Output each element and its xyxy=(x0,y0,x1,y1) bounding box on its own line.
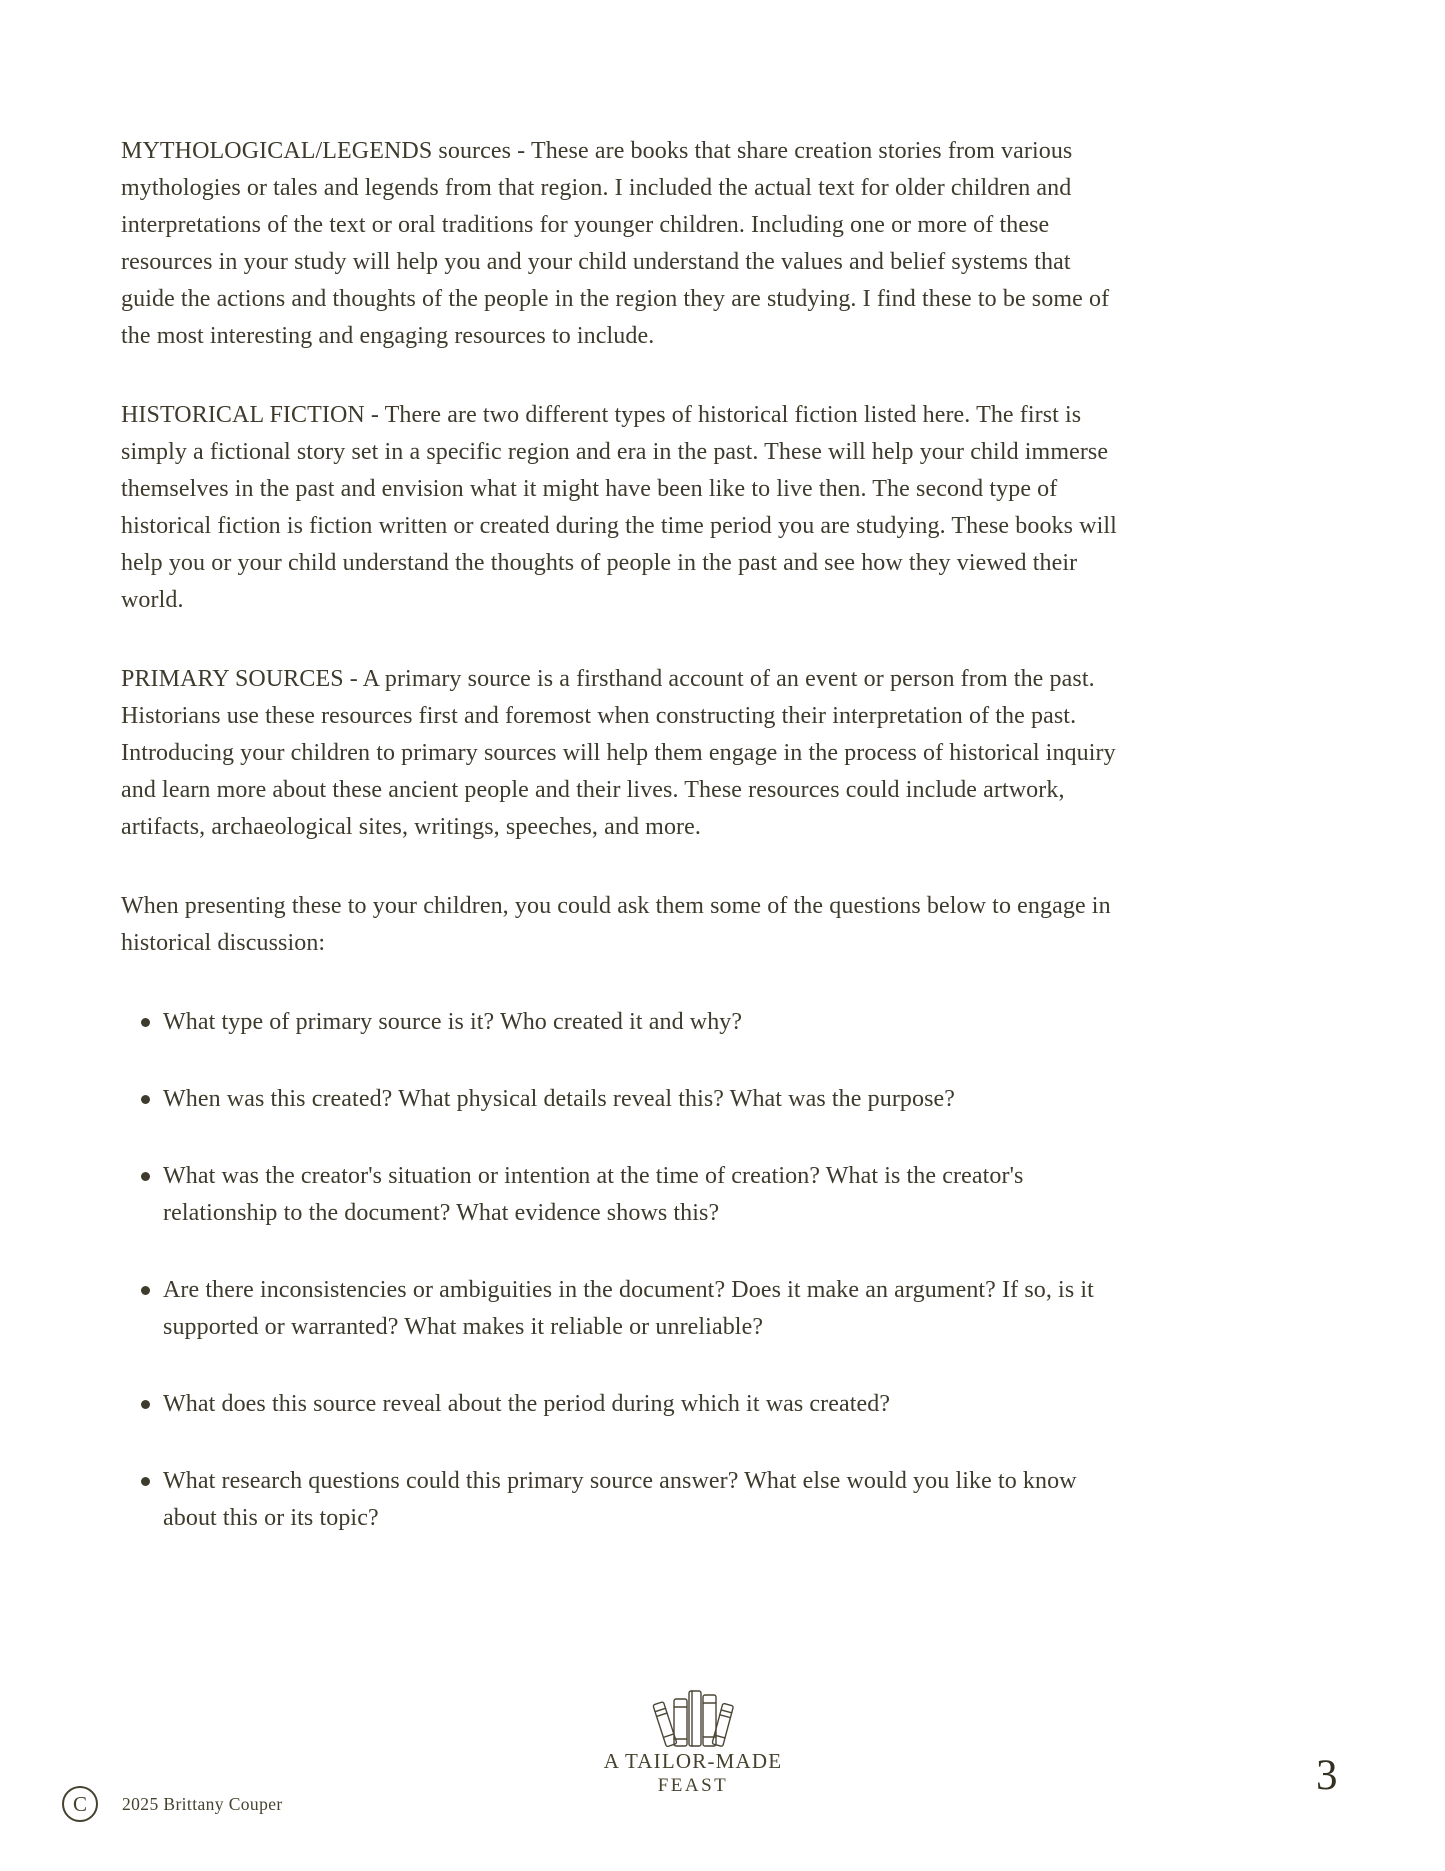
paragraph-discussion-intro: When presenting these to your children, you could ask them some of the questions below to engage in historical discussion: xyxy=(121,893,1111,956)
bullet-icon xyxy=(141,1286,150,1295)
question-item xyxy=(121,1386,1125,1423)
brand-name-line2: FEAST xyxy=(657,1775,729,1796)
question-text: What type of primary source is it? Who created it and why? xyxy=(163,1009,743,1035)
paragraph-mythological-legends: MYTHOLOGICAL/LEGENDS sources - These are books that share creation stories from various mythologies or tales and legends from that region. I included the actual text for older children and interpretations of the text or oral traditions for younger children. Including one or more of these resources in your study will help you and your child understand the values and belief systems that guide the actions and thoughts of the people in the region they are studying. I find these to be some of the most interesting and engaging resources to include. xyxy=(121,138,1110,349)
brand-name-line1: A TAILOR-MADE xyxy=(603,1749,783,1773)
copyright-row xyxy=(62,1786,283,1822)
bullet-icon xyxy=(141,1400,150,1409)
bullet-icon xyxy=(141,1018,150,1027)
bullet-icon xyxy=(141,1477,150,1486)
copyright-icon: C xyxy=(62,1786,98,1822)
books-icon xyxy=(651,1686,735,1748)
bullet-icon xyxy=(141,1095,150,1104)
question-item xyxy=(121,1158,1125,1232)
brand-logo xyxy=(585,1686,801,1797)
page-body xyxy=(121,133,1125,1577)
paragraph-historical-fiction: HISTORICAL FICTION - There are two different types of historical fiction listed here. The first is simply a fictional story set in a specific region and era in the past. These will help your child immerse themselves in the past and envision what it might have been like to live then. The second type of historical fiction is fiction written or created during the time period you are studying. These books will help you or your child understand the thoughts of people in the past and see how they viewed their world. xyxy=(121,402,1117,613)
paragraph-primary-sources: PRIMARY SOURCES - A primary source is a firsthand account of an event or person from the past. Historians use these resources first and foremost when constructing their interpretation of the past. Introducing your children to primary sources will help them engage in the process of historical inquiry and learn more about these ancient people and their lives. These resources could include artwork, artifacts, archaeological sites, writings, speeches, and more. xyxy=(121,666,1116,840)
bullet-icon xyxy=(141,1172,150,1181)
question-text: What does this source reveal about the period during which it was created? xyxy=(163,1391,891,1417)
question-item xyxy=(121,1004,1125,1041)
question-list xyxy=(121,1004,1125,1537)
page-number: 3 xyxy=(1316,1752,1338,1799)
question-text: What research questions could this primary source answer? What else would you like to know about this or its topic? xyxy=(163,1468,1077,1531)
question-text: What was the creator's situation or intention at the time of creation? What is the creator's relationship to the document? What evidence shows this? xyxy=(163,1163,1024,1226)
question-item xyxy=(121,1081,1125,1118)
question-text: When was this created? What physical details reveal this? What was the purpose? xyxy=(163,1086,956,1112)
question-text: Are there inconsistencies or ambiguities in the document? Does it make an argument? If so, is it supported or warranted? What makes it reliable or unreliable? xyxy=(163,1277,1094,1340)
question-item xyxy=(121,1463,1125,1537)
question-item xyxy=(121,1272,1125,1346)
copyright-text: 2025 Brittany Couper xyxy=(122,1793,283,1814)
